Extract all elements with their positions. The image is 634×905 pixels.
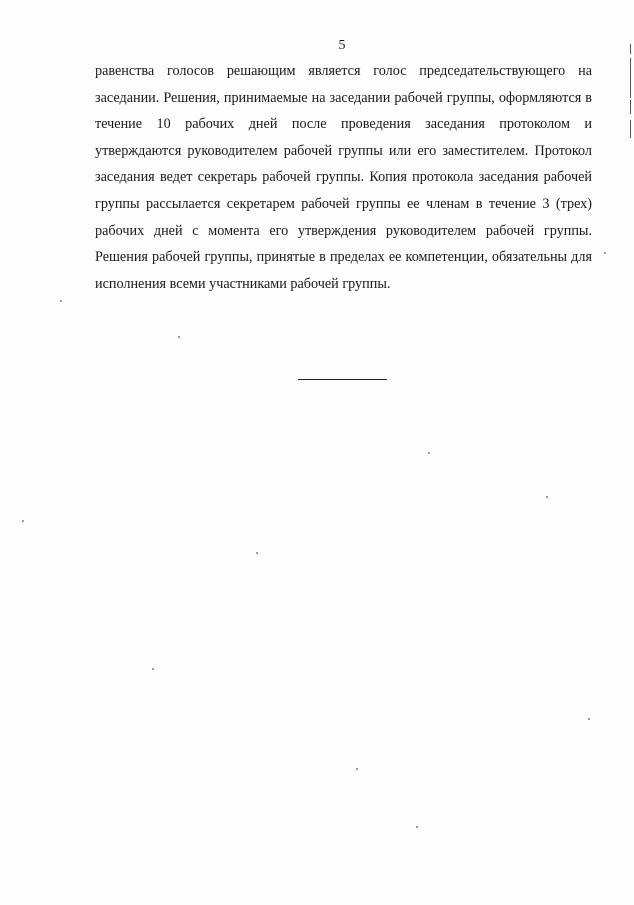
scan-speck (356, 768, 358, 770)
scan-speck (60, 300, 62, 302)
scan-speck (152, 668, 154, 670)
scan-speck (416, 826, 418, 828)
scan-edge-mark (630, 58, 631, 98)
scan-speck (588, 718, 590, 720)
end-rule (298, 379, 387, 380)
scan-edge-mark (630, 100, 631, 114)
scan-speck (604, 252, 606, 254)
page-number: 5 (338, 38, 346, 53)
scan-speck (22, 520, 24, 522)
scan-speck (546, 496, 548, 498)
scan-edge-mark (630, 120, 631, 138)
scan-edge-mark (630, 44, 631, 54)
scan-speck (428, 452, 430, 454)
scan-speck (178, 336, 180, 338)
scan-speck (256, 552, 258, 554)
body-paragraph: равенства голосов решающим является голос председательствующего на заседании. Решения, принимаемые на заседании рабочей группы, оформляются в течение 10 рабочих дней после проведения заседания протоколом и утверждаются руководителем рабочей группы или его заместителем. Протокол заседания ведет секретарь рабочей группы. Копия протокола заседания рабочей группы рассылается секретарем рабочей группы ее членам в течение 3 (трех) рабочих дней с момента его утверждения руководителем рабочей группы. Решения рабочей группы, принятые в пределах ее компетенции, обязательны для исполнения всеми участниками рабочей группы. (95, 63, 592, 292)
